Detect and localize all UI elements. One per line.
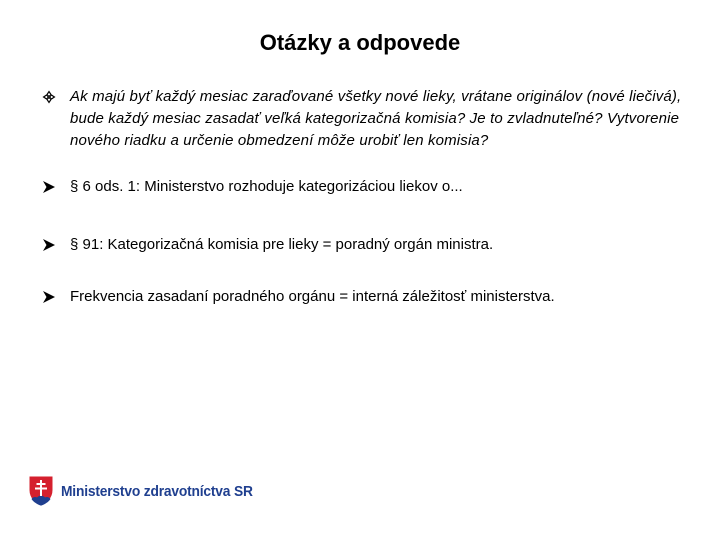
slide-title: Otázky a odpovede xyxy=(259,30,461,55)
bullet-item xyxy=(42,234,682,256)
arrowhead-bullet-icon xyxy=(42,286,60,308)
bullet-text: § 91: Kategorizačná komisia pre lieky = poradný orgán ministra. xyxy=(70,236,494,253)
bullet-list xyxy=(42,86,682,308)
bullet-text: Ak majú byť každý mesiac zaraďované všetky nové lieky, vrátane originálov (nové liečivá), bude každý mesiac zasadať veľká kategorizačná komisia? Je to zvladnuteľné? Vytvorenie nového riadku a určenie obmedzení môže urobiť len komisia? xyxy=(70,88,682,149)
ministry-logo xyxy=(28,474,269,508)
bullet-item xyxy=(42,176,682,198)
slovak-coat-of-arms-icon xyxy=(28,475,54,507)
ministry-name: Ministerstvo zdravotníctva SR xyxy=(61,482,253,500)
diamond-clover-bullet-icon xyxy=(42,86,60,108)
arrowhead-bullet-icon xyxy=(42,234,60,256)
bullet-item xyxy=(42,286,682,308)
bullet-text: § 6 ods. 1: Ministerstvo rozhoduje kategorizáciou liekov o... xyxy=(70,178,463,195)
bullet-text: Frekvencia zasadaní poradného orgánu = interná záležitosť ministerstva. xyxy=(70,288,555,305)
bullet-item-question xyxy=(42,86,682,152)
arrowhead-bullet-icon xyxy=(42,176,60,198)
